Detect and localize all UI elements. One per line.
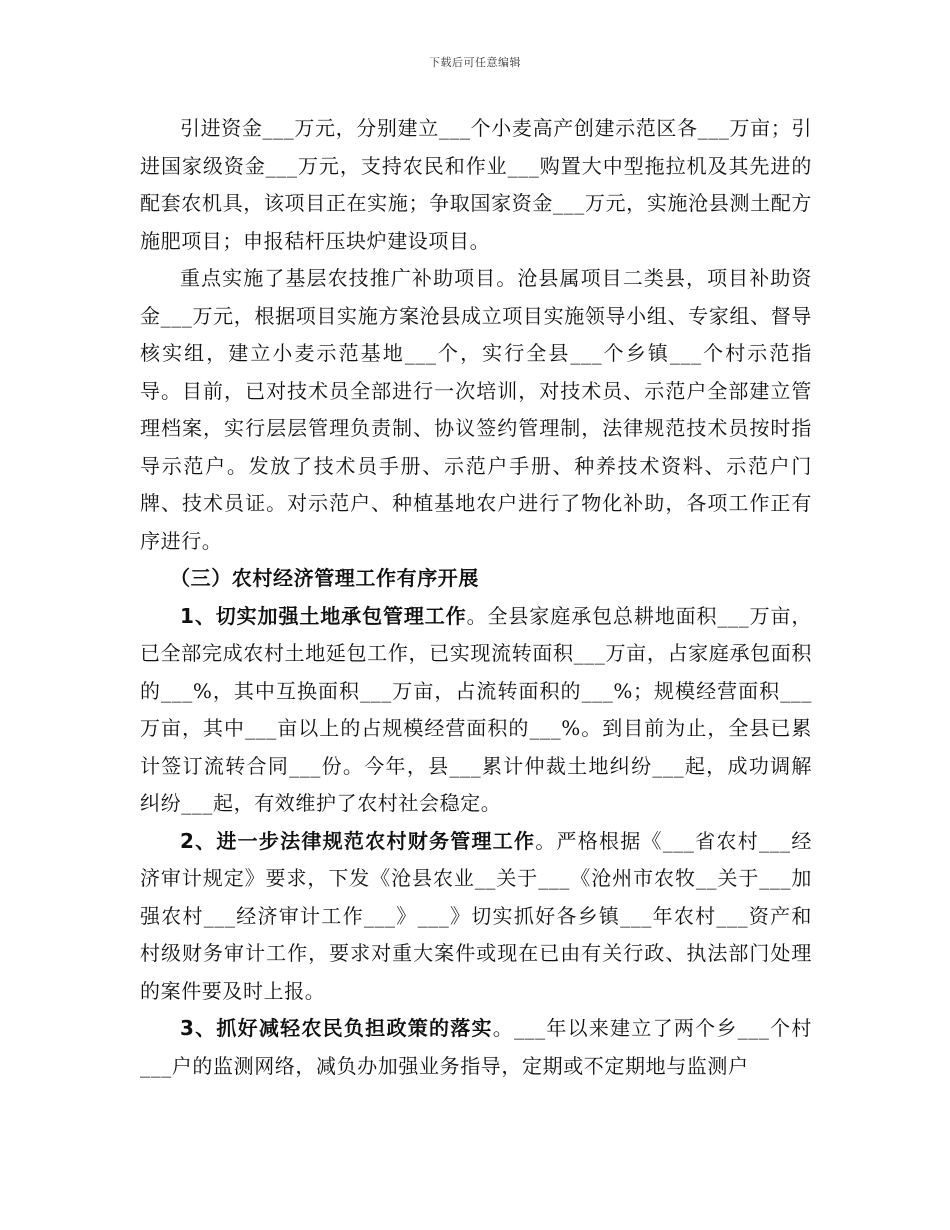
paragraph-funding: 引进资金___万元，分别建立___个小麦高产创建示范区各___万亩；引进国家级资金___万元，支持农民和作业___购置大中型拖拉机及其先进的配套农机具，该项目正在实施；争取国家资金___万元，实施沧县测土配方施肥项目；申报秸杆压块炉建设项目。: [140, 116, 812, 253]
paragraph-extension-project: 重点实施了基层农技推广补助项目。沧县属项目二类县，项目补助资金___万元，根据项目实施方案沧县成立项目实施领导小组、专家组、督导核实组，建立小麦示范基地___个，实行全县___个乡镇___个村示范指导。目前，已对技术员全部进行一次培训，对技术员、示范户全部建立管理档案，实行层层管理负责制、协议签约管理制，法律规范技术员按时指导示范户。发放了技术员手册、示范户手册、种养技术资料、示范户门牌、技术员证。对示范户、种植基地农户进行了物化补助，各项工作正有序进行。: [140, 266, 812, 553]
item-lead: 3、抓好减轻农民负担政策的落实: [180, 1016, 493, 1040]
item-land-contract: [140, 598, 812, 823]
item-text: 。全县家庭承包总耕地面积___万亩，已全部完成农村土地延包工作，已实现流转面积___万亩，占家庭承包面积的___%，其中互换面积___万亩，占流转面积的___%；规模经营面积___万亩，其中___亩以上的占规模经营面积的___%。到目前为止，全县已累计签订流转合同___份。今年，县___累计仲裁土地纠纷___起，成功调解纠纷___起，有效维护了农村社会稳定。: [140, 603, 812, 815]
page-header: 下载后可任意编辑: [429, 56, 521, 69]
document-body: [140, 110, 812, 1085]
section-heading: （三）农村经济管理工作有序开展: [170, 566, 479, 590]
item-lead: 2、进一步法律规范农村财务管理工作: [180, 828, 536, 853]
item-burden-reduction: [140, 1010, 812, 1085]
item-text: 。严格根据《___省农村___经济审计规定》要求，下发《沧县农业__关于___《沧州市农牧__关于___加强农村___经济审计工作___》___》切实抓好各乡镇___年农村___资产和村级财务审计工作，要求对重大案件或现在已由有关行政、执法部门处理的案件要及时上报。: [140, 828, 812, 1003]
item-lead: 1、切实加强土地承包管理工作: [180, 603, 467, 628]
item-finance-management: [140, 823, 812, 1011]
item-text: 。___年以来建立了两个乡___个村___户的监测网络，减负办加强业务指导，定期或不定期地与监测户: [140, 1016, 812, 1078]
